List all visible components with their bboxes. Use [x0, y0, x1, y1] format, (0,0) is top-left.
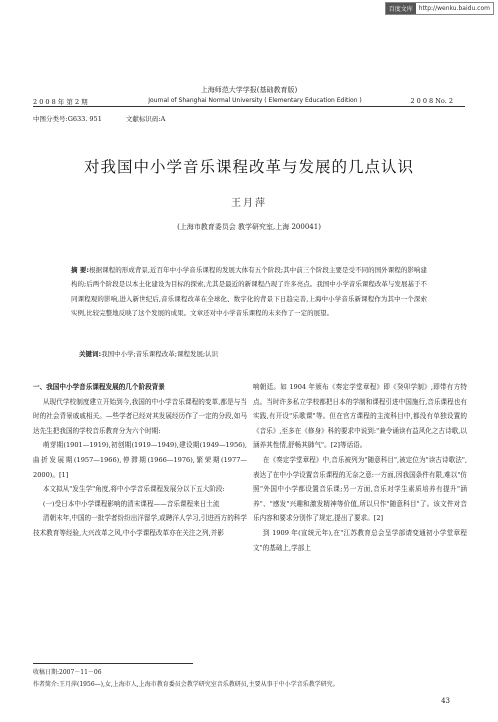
- paragraph: 到 1909 年(宣统元年),在"江苏教育总会呈学部请变通初小学堂章程文"的基础上,学部上: [253, 528, 467, 552]
- page-number: 43: [441, 697, 450, 705]
- keywords-label: 关键词:: [79, 350, 102, 358]
- watermark-brand: 百度文库: [386, 3, 416, 14]
- article-title: 对我国中小学音乐课程改革与发展的几点认识: [83, 158, 414, 176]
- issue-right: 2 0 0 8 No. 2: [410, 97, 453, 105]
- author-name: 王月萍: [231, 198, 267, 209]
- abstract: [71, 263, 427, 320]
- watermark: [385, 2, 494, 15]
- journal-name-cn: 上海师范大学学报(基础教育版): [200, 86, 298, 94]
- abstract-label: 摘 要:: [71, 266, 89, 274]
- paragraph: 响朝廷。如 1904 年颁布《奏定学堂章程》即《癸卯学制》,即带有方特点。当时许多私立学校都把日本的学制和课程引进中国施行,音乐课程也有实践,有开设"乐歌课"等。但在官方课程的主流科目中,都没有单独设置的《音乐》,至多在《修身》科的要求中说到:"兼令诵读有益风化之古诗歌,以涵养其性情,舒畅其肺气"。[2]等话语。: [253, 383, 467, 450]
- abstract-text: 根据课程的形成背景,近百年中小学音乐课程的发展大体有五个阶段;其中前三个阶段主要是受不同的国外课程的影响建构的;后两个阶段是以本土化建设为目标的探索,尤其是最近的新课程凸现了许多亮点。我国中小学音乐课程改革与发展基于不同课程观的影响,进入新世纪后,音乐课程改革在全球化、数字化的背景下日趋完善,上海中小学音乐新课程作为其中一个深索实例,比较完整地反映了这个发展的成果。文章还对中小学音乐课程的未来作了一定的展望。: [71, 266, 427, 317]
- header-rule: [33, 106, 465, 107]
- right-column: [253, 380, 467, 555]
- paragraph: 在《奏定学堂章程》中,音乐被列为"随意科目",被定位为"读古诗歌法",表达了在中小学设置音乐课程的无奈之意:一方面,因我国条件有限,难以"仿照"外国中小学都设置音乐课;另一方面,音乐对学生素质培养有提升"涵养"、"感发"兴趣和激发精神等价值,所以只作"随意科目"了。该文件对音乐内容和要求分别作了规定,提出了要求。[2]: [253, 455, 467, 523]
- paragraph: 清朝末年,中国的一批学者纷纷出洋留学,或聘洋人学习,引进西方的科学技术教育等经验,大兴改革之风,中小学课程改革亦在关注之列,并影: [33, 514, 247, 537]
- journal-name-en: Journal of Shanghai Normal University ( Elementary Education Edition ): [148, 97, 362, 104]
- author-affiliation: (上海市教育委员会 教学研究室,上海 200041): [177, 223, 321, 231]
- paragraph: 本文拟从"发生学"角度,将中小学音乐课程发展分以下五大阶段:: [42, 485, 225, 494]
- section-heading: 一、我国中小学音乐课程发展的几个阶段背景: [33, 383, 165, 391]
- received-date: 收稿日期:2007－11－06: [33, 669, 102, 676]
- subsection-heading: (一)受日本中小学课程影响的清末课程——音乐课程来日土流: [42, 499, 220, 508]
- footnote-rule: [33, 663, 193, 664]
- document-code: 文献标识码:A: [125, 115, 166, 123]
- issue-left: 2 0 0 8 年 第 2 期: [33, 98, 88, 106]
- watermark-url: http://wenku.baidu.com: [418, 5, 490, 12]
- paragraph: 萌芽期(1901—1919),初创期(1919—1949),建设期(1949—1956),曲折发展期(1957—1966),停滞期(1966—1976),繁荣期(1977—2000)。[1]: [33, 441, 247, 479]
- keywords: [79, 349, 218, 358]
- author-bio: 作者简介:王月萍(1956—),女,上海市人,上海市教育委员会教学研究室音乐教研员,主要从事于中小学音乐教学研究。: [33, 681, 339, 688]
- keywords-text: 我国中小学;音乐课程改革;课程发展;认识: [101, 350, 219, 358]
- left-column: [33, 380, 247, 541]
- classification-line: [33, 114, 165, 123]
- paragraph: 从现代学校制度建立开始到今,我国的中小学音乐课程的变革,都是与当时的社会背景戚戚相关。—些学者已经对其发展经历作了一定的分段,如马达先生把我国的学校音乐教育分为六个时期:: [33, 397, 247, 435]
- clc-number: 中图分类号:G633. 951: [33, 115, 102, 123]
